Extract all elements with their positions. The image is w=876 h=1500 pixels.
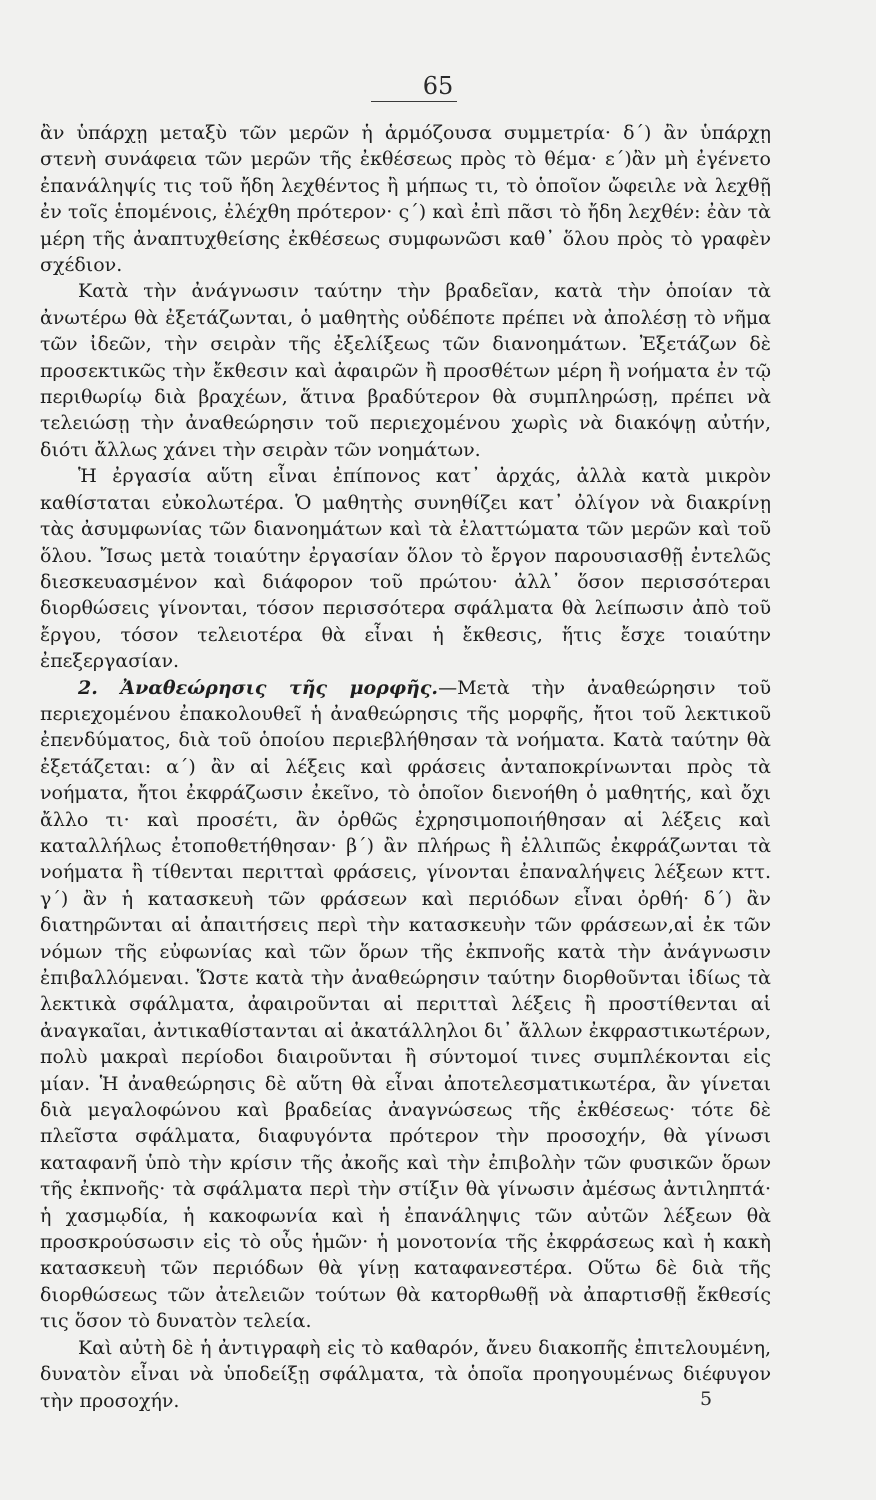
- paragraph-clean-copy: Καὶ αὐτὴ δὲ ἡ ἀντιγραφὴ εἰς τὸ καθαρόν, ἄνευ διακοπῆς ἐπιτελουμένη, δυνατὸν εἶναι νὰ ὑποδείξῃ σφάλματα, τὰ ὁποῖα προηγουμένως διέφυγον τὴν προσοχήν.: [40, 1336, 771, 1412]
- paragraph-effort-text: Ἡ ἐργασία αὕτη εἶναι ἐπίπονος κατ᾽ ἀρχάς, ἀλλὰ κατὰ μικρὸν καθίσταται εὐκολωτέρα. Ὁ μαθητὴς συνηθίζει κατ᾽ ὀλίγον νὰ διακρίνῃ τὰς ἀσυμφωνίας τῶν διανοημάτων καὶ τὰ ἐλαττώματα τῶν μερῶν καὶ τοῦ ὅλου. Ἴσως μετὰ τοιαύτην ἐργασίαν ὅλον τὸ ἔργον παρουσιασθῇ ἐντελῶς διεσκευασμένον καὶ διάφορον τοῦ πρώτου· ἀλλ᾽ ὅσον περισσότεραι διορθώσεις γίνονται, τόσον περισσότερα σφάλματα θὰ λείπωσιν ἀπὸ τοῦ ἔργου, τόσον τελειοτέρα θὰ εἶναι ἡ ἔκθεσις, ἥτις ἔσχε τοιαύτην ἐπεξεργασίαν.: [40, 465, 771, 673]
- paragraph-continuation: ἂν ὑπάρχῃ μεταξὺ τῶν μερῶν ἡ ἁρμόζουσα συμμετρία· δ΄) ἂν ὑπάρχῃ στενὴ συνάφεια τῶν μερῶν τῆς ἐκθέσεως πρὸς τὸ θέμα· ε΄)ἂν μὴ ἐγένετο ἐπανάληψίς τις τοῦ ἤδη λεχθέντος ἢ μήπως τι, τὸ ὁποῖον ὤφειλε νὰ λεχθῇ ἐν τοῖς ἑπομένοις, ἐλέχθη πρότερον· ς΄) καὶ ἐπὶ πᾶσι τὸ ἤδη λεχθέν: ἐὰν τὰ μέρη τῆς ἀναπτυχθείσης ἐκθέσεως συμφωνῶσι καθ᾽ ὅλου πρὸς τὸ γραφὲν σχέδιον.: [40, 122, 771, 277]
- paragraph-effort: [40, 463, 771, 674]
- page-number: 65: [422, 72, 454, 100]
- paragraph-form-revision: [40, 675, 771, 1335]
- paragraph-slow-reading: Κατὰ τὴν ἀνάγνωσιν ταύτην τὴν βραδεῖαν, κατὰ τὴν ὁποίαν τὰ ἀνωτέρω θὰ ἐξετάζωνται, ὁ μαθητὴς οὐδέποτε πρέπει νὰ ἀπολέσῃ τὸ νῆμα τῶν ἰδεῶν, τὴν σειρὰν τῆς ἐξελίξεως τῶν διανοημάτων. Ἐξετάζων δὲ προσεκτικῶς τὴν ἔκθεσιν καὶ ἀφαιρῶν ἢ προσθέτων μέρη ἢ νοήματα ἐν τῷ περιθωρίῳ διὰ βραχέων, ἅτινα βραδύτερον θὰ συμπληρώσῃ, πρέπει νὰ τελειώσῃ τὴν ἀναθεώρησιν τοῦ περιεχομένου χωρὶς νὰ διακόψῃ αὐτήν, διότι ἄλλως χάνει τὴν σειρὰν τῶν νοημάτων.: [40, 280, 771, 461]
- body-text: [40, 120, 771, 1414]
- section-body: —Μετὰ τὴν ἀναθεώρησιν τοῦ περιεχομένου ἐπακολουθεῖ ἡ ἀναθεώρησις τῆς μορφῆς, ἤτοι τοῦ λεκτικοῦ ἐπενδύματος, διὰ τοῦ ὁποίου περιεβλήθησαν τὰ νοήματα. Κατὰ ταύτην θὰ ἐξετάζεται: α΄) ἂν αἱ λέξεις καὶ φράσεις ἀνταποκρίνωνται πρὸς τὰ νοήματα, ἤτοι ἐκφράζωσιν ἐκεῖνο, τὸ ὁποῖον διενοήθη ὁ μαθητής, καὶ ὄχι ἄλλο τι· καὶ προσέτι, ἂν ὀρθῶς ἐχρησιμοποιήθησαν αἱ λέξεις καὶ καταλλήλως ἐτοποθετήθησαν· β΄) ἂν πλήρως ἢ ἐλλιπῶς ἐκφράζωνται τὰ νοήματα ἢ τίθενται περιτταὶ φράσεις, γίνονται ἐπαναλήψεις λέξεων κττ. γ΄) ἂν ἡ κατασκευὴ τῶν φράσεων καὶ περιόδων εἶναι ὀρθή· δ΄) ἂν διατηρῶνται αἱ ἀπαιτήσεις περὶ τὴν κατασκευὴν τῶν φράσεων,αἱ ἐκ τῶν νόμων τῆς εὐφωνίας καὶ τῶν ὅρων τῆς ἐκπνοῆς κατὰ τὴν ἀνάγνωσιν ἐπιβαλλόμεναι. Ὥστε κατὰ τὴν ἀναθεώρησιν ταύτην διορθοῦνται ἰδίως τὰ λεκτικὰ σφάλματα, ἀφαιροῦνται αἱ περιτταὶ λέξεις ἢ προστίθενται αἱ ἀναγκαῖαι, ἀντικαθίστανται αἱ ἀκατάλληλοι δι᾽ ἄλλων ἐκφραστικωτέρων, πολὺ μακραὶ περίοδοι διαιροῦνται ἢ σύντομοί τινες συμπλέκονται εἰς μίαν. Ἡ ἀναθεώρησις δὲ αὕτη θὰ εἶναι ἀποτελεσματικωτέρα, ἂν γίνεται διὰ μεγαλοφώνου καὶ βραδείας ἀναγνώσεως τῆς ἐκθέσεως· τότε δὲ πλεῖστα σφάλματα, διαφυγόντα πρότερον τὴν προσοχήν, θὰ γίνωσι καταφανῆ ὑπὸ τὴν κρίσιν τῆς ἀκοῆς καὶ τὴν ἐπιβολὴν τῶν φυσικῶν ὅρων τῆς ἐκπνοῆς· τὰ σφάλματα περὶ τὴν στίξιν θὰ γίνωσιν ἀμέσως ἀντιληπτά· ἡ χασμῳδία, ἡ κακοφωνία καὶ ἡ ἐπανάληψις τῶν αὐτῶν λέξεων θὰ προσκρούσωσιν εἰς τὸ οὖς ἡμῶν· ἡ μονοτονία τῆς ἐκφράσεως καὶ ἡ κακὴ κατασκευὴ τῶν περιόδων θὰ γίνῃ καταφανεστέρα. Οὕτω δὲ διὰ τῆς διορθώσεως τῶν ἀτελειῶν τούτων θὰ κατορθωθῇ νὰ ἀπαρτισθῇ ἔκθεσίς τις ὅσον τὸ δυνατὸν τελεία.: [40, 676, 771, 1333]
- signature-mark: 5: [700, 1388, 713, 1410]
- section-heading: 2. Ἀναθεώρησις τῆς μορφῆς.: [78, 676, 439, 699]
- page-number-underline: [371, 101, 457, 102]
